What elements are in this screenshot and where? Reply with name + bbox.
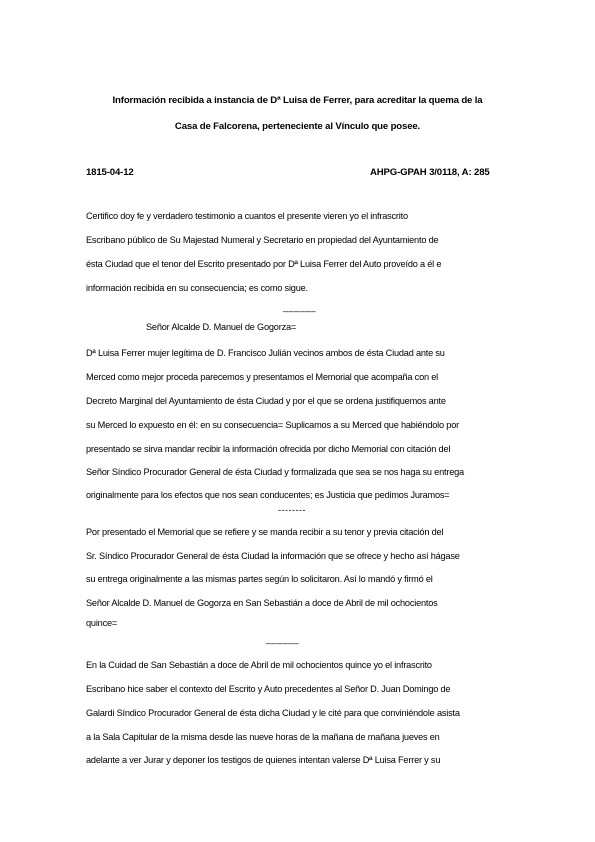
body-line: Señor Alcalde D. Manuel de Gogorza en San Sebastián a doce de Abril de mil ochocientos xyxy=(86,598,438,608)
body-line: Certifico doy fe y verdadero testimonio a cuantos el presente vieren yo el infrascrito xyxy=(86,211,408,221)
section-separator: -------- xyxy=(278,505,306,515)
body-line: su entrega originalmente a las mismas partes según lo solicitaron. Así lo mandó y firmó el xyxy=(86,574,433,584)
document-date: 1815-04-12 xyxy=(86,167,134,178)
body-line: Merced como mejor proceda parecemos y presentamos el Memorial que acompaña con el xyxy=(86,372,438,382)
body-line: Señor Síndico Procurador General de ésta Ciudad y formalizada que sea se nos haga su entrega xyxy=(86,467,464,477)
archive-reference: AHPG-GPAH 3/0118, A: 285 xyxy=(370,167,490,178)
body-line: Escribano hice saber el contexto del Escrito y Auto precedentes al Señor D. Juan Domingo de xyxy=(86,684,451,694)
body-line: originalmente para los efectos que nos sean conducentes; es Justicia que pedimos Juramos= xyxy=(86,490,450,500)
body-line: Dª Luisa Ferrer mujer legítima de D. Francisco Julián vecinos ambos de ésta Ciudad ante su xyxy=(86,348,445,358)
body-line: Galardi Síndico Procurador General de ésta dicha Ciudad y le cité para que conviniéndole asista xyxy=(86,708,460,718)
body-line: su Merced lo expuesto en él: en su consecuencia= Suplicamos a su Merced que habiéndolo por xyxy=(86,420,459,430)
body-line: presentado se sirva mandar recibir la información ofrecida por dicho Memorial con citación del xyxy=(86,444,451,454)
body-line: Decreto Marginal del Ayuntamiento de ésta Ciudad y por el que se ordena justifiquemos ante xyxy=(86,396,446,406)
body-line: Sr. Síndico Procurador General de ésta Ciudad la información que se ofrece y hecho así hágase xyxy=(86,551,460,561)
section-separator: ______ xyxy=(266,634,300,644)
addressee-line: Señor Alcalde D. Manuel de Gogorza= xyxy=(146,322,297,332)
body-line: ésta Ciudad que el tenor del Escrito presentado por Dª Luisa Ferrer del Auto proveído a él e xyxy=(86,259,442,269)
body-line: Escribano público de Su Majestad Numeral y Secretario en propiedad del Ayuntamiento de xyxy=(86,235,439,245)
body-line: Por presentado el Memorial que se refiere y se manda recibir a su tenor y previa citación del xyxy=(86,527,444,537)
body-line: adelante a ver Jurar y deponer los testigos de quienes intentan valerse Dª Luisa Ferrer y su xyxy=(86,755,441,765)
document-title-line-1: Información recibida a instancia de Dª Luisa de Ferrer, para acreditar la quema de la xyxy=(112,95,483,106)
body-line: a la Sala Capitular de la misma desde las nueve horas de la mañana de mañana jueves en xyxy=(86,732,440,742)
body-line: quince= xyxy=(86,618,118,628)
document-title-line-2: Casa de Falcorena, perteneciente al Vínculo que posee. xyxy=(174,121,421,132)
body-line: En la Cuidad de San Sebastián a doce de Abril de mil ochocientos quince yo el infrascrito xyxy=(86,660,432,670)
body-line: información recibida en su consecuencia; es como sigue. xyxy=(86,283,308,293)
section-separator: ______ xyxy=(283,302,317,312)
